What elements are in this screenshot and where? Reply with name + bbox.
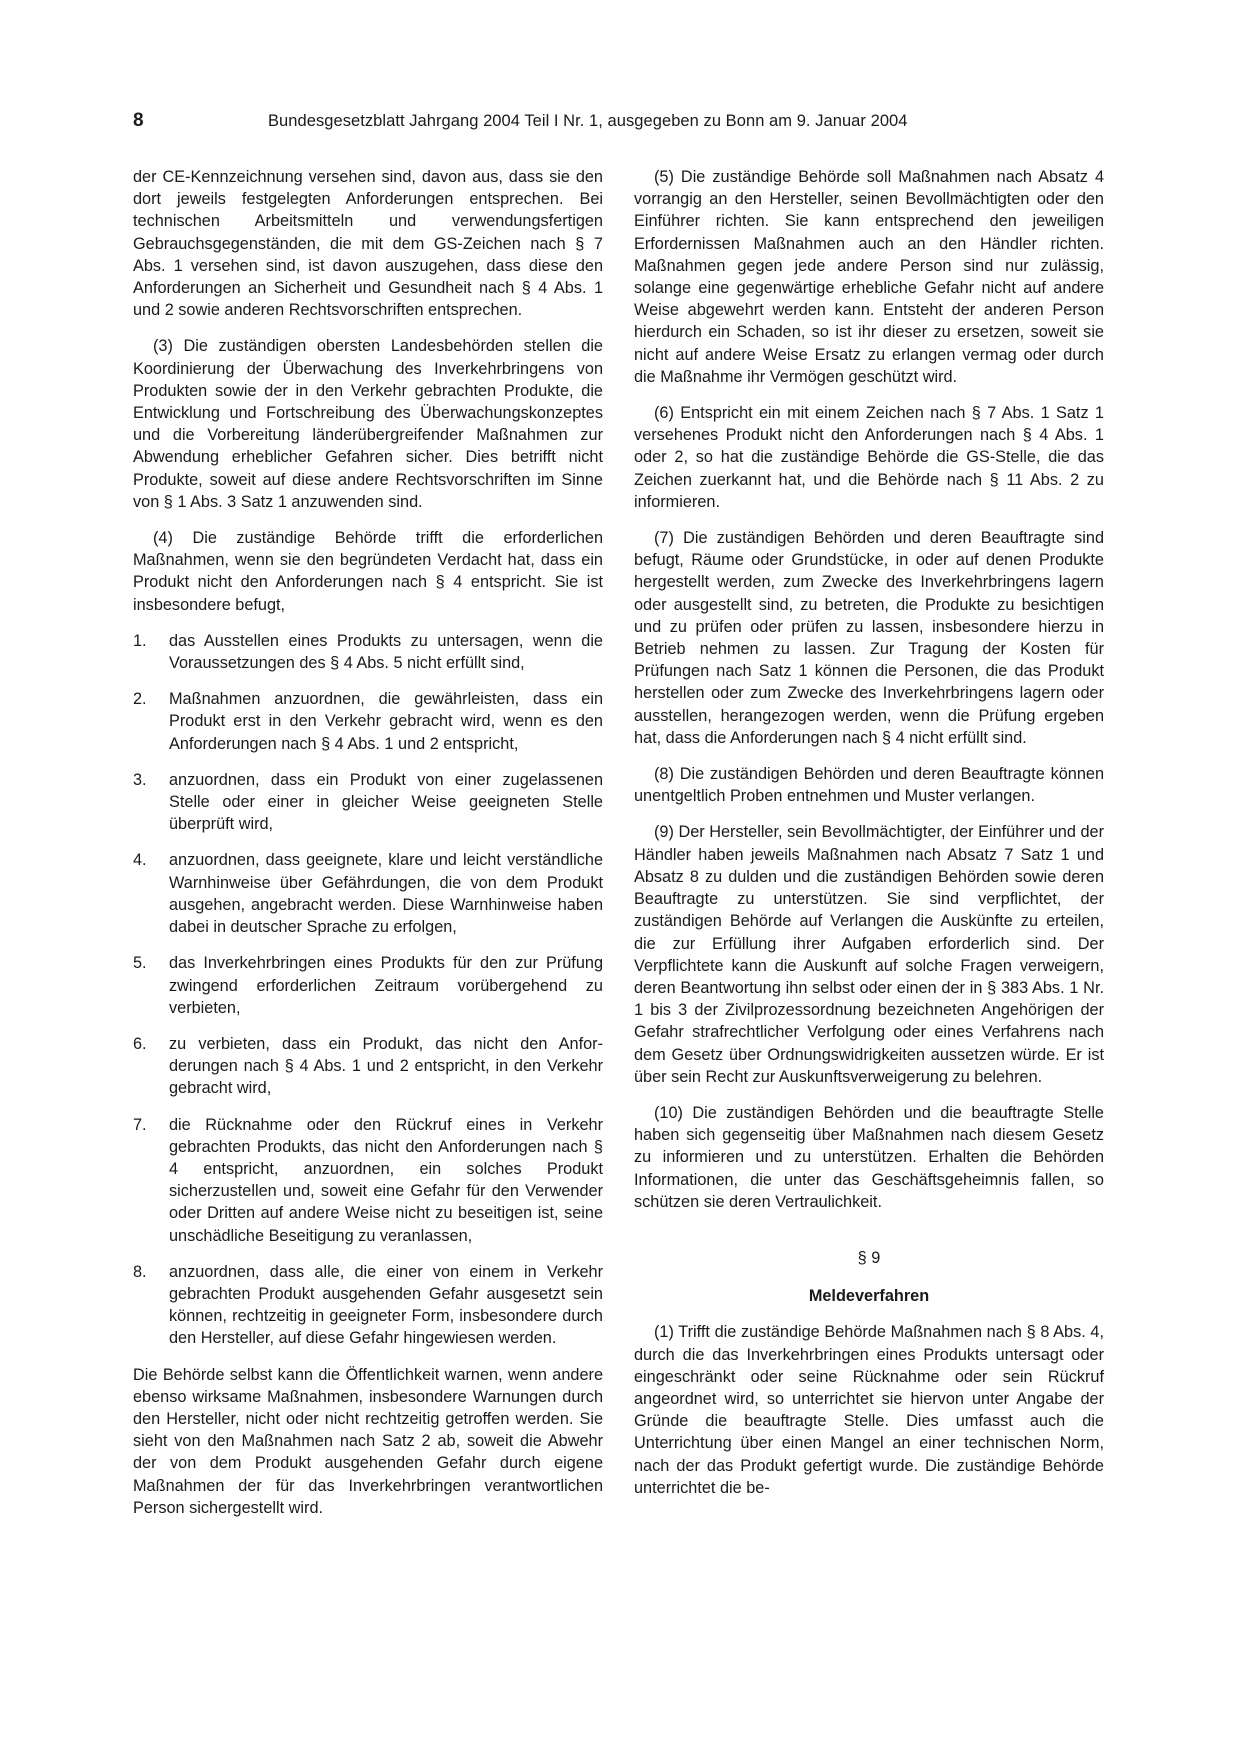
list-item bbox=[133, 769, 603, 836]
list-item-text: zu verbieten, dass ein Produkt, das nicht den Anforderungen nach § 4 Abs. 1 und 2 entspricht, in den Verkehr gebracht wird, bbox=[169, 1034, 603, 1098]
right-column bbox=[634, 166, 1104, 1513]
list-item-number: 6. bbox=[133, 1034, 147, 1053]
list-item-text: anzuordnen, dass ein Produkt von einer zugelassenen Stelle oder einer in gleicher Weise geeigneten Stelle überprüft wird, bbox=[169, 770, 603, 834]
list-item bbox=[133, 1114, 603, 1247]
left-column bbox=[133, 166, 603, 1533]
paragraph-7: (7) Die zuständigen Behörden und deren Beauftragte sind befugt, Räume oder Grundstücke, in oder auf denen Produkte hergestellt werden, zum Zwecke des Inverkehrbringens lagern oder ausgestellt sind, zu betreten, die Produkte zu besichtigen und zu prüfen oder prüfen zu lassen, insbesondere hierzu in Betrieb nehmen zu lassen. Zur Tragung der Kosten für Prüfungen nach Satz 1 können die Personen, die das Produkt herstellen oder zum Zwecke des Inverkehrbringens lagern oder ausstellen, herangezogen werden, wenn die Prüfung ergeben hat, dass die Anforderungen nach § 4 nicht erfüllt sind. bbox=[634, 529, 1104, 747]
paragraph-continued: der CE-Kennzeichnung versehen sind, davon aus, dass sie den dort jeweils festgelegten Anforderungen entsprechen. Bei technischen Arbeitsmitteln und verwendungsfertigen Gebrauchsgegenständen, die mit dem GS-Zeichen nach § 7 Abs. 1 versehen sind, ist davon auszugehen, dass diese den Anforderungen an Sicherheit und Gesundheit nach § 4 Abs. 1 und 2 sowie anderen Rechtsvorschriften entsprechen. bbox=[133, 168, 603, 320]
list-item-number: 7. bbox=[133, 1115, 147, 1134]
list-item bbox=[133, 630, 603, 674]
list-item bbox=[133, 952, 603, 1019]
paragraph-4: (4) Die zuständige Behörde trifft die erforderlichen Maßnahmen, wenn sie den begründeten Verdacht hat, dass ein Produkt nicht den Anforderungen nach § 4 entspricht. Sie ist insbesondere befugt, bbox=[133, 529, 603, 614]
list-item-number: 1. bbox=[133, 631, 147, 650]
paragraph-9: (9) Der Hersteller, sein Bevollmächtigter, der Einführer und der Händler haben jeweils Maßnahmen nach Absatz 7 Satz 1 und Absatz 8 zu dulden und die zuständigen Behörden sowie deren Beauftragte zu unterstützen. Sie sind verpflichtet, der zuständigen Behörde auf Verlangen die Auskünfte zu erteilen, die zur Erfüllung ihrer Aufgaben erforderlich sind. Der Verpflichtete kann die Auskunft auf solche Fragen verweigern, deren Beantwortung ihn selbst oder einen der in § 383 Abs. 1 Nr. 1 bis 3 der Zivilprozessordnung bezeichneten Angehörigen der Gefahr strafrechtlicher Verfolgung oder eines Verfahrens nach dem Gesetz über Ordnungswidrigkeiten aussetzen würde. Er ist über sein Recht zur Auskunftsverweigerung zu belehren. bbox=[634, 823, 1104, 1086]
paragraph-8: (8) Die zuständigen Behörden und deren Beauftragte können unentgeltlich Proben entnehmen und Muster verlangen. bbox=[634, 765, 1104, 806]
list-item-text: das Ausstellen eines Produkts zu untersagen, wenn die Voraussetzungen des § 4 Abs. 5 nicht erfüllt sind, bbox=[169, 631, 603, 673]
section-title: Meldeverfahren bbox=[808, 1287, 930, 1306]
section-9-paragraph-1: (1) Trifft die zuständige Behörde Maßnahmen nach § 8 Abs. 4, durch die das Inverkehrbringen eines Produkts untersagt oder eingeschränkt oder seine Rücknahme oder sein Rückruf angeordnet wird, so unterrichtet sie hiervon unter Angabe der Gründe die beauftragte Stelle. Dies umfasst auch die Unterrichtung über einen Mangel an einer technischen Norm, nach der das Produkt gefertigt wurde. Die zuständige Behörde unterrichtet die be- bbox=[634, 1323, 1104, 1497]
list-item-text: anzuordnen, dass geeignete, klare und leicht verständliche Warnhinweise über Gefährdungen, die von dem Produkt ausgehen, angebracht werden. Diese Warnhinweise haben dabei in deutscher Sprache zu erfolgen, bbox=[169, 851, 603, 937]
list-item bbox=[133, 1033, 603, 1100]
list-item-number: 2. bbox=[133, 690, 147, 709]
list-item-number: 3. bbox=[133, 770, 147, 789]
list-item-number: 8. bbox=[133, 1262, 147, 1281]
paragraph-6: (6) Entspricht ein mit einem Zeichen nach § 7 Abs. 1 Satz 1 versehenes Produkt nicht den Anforderungen nach § 4 Abs. 1 oder 2, so hat die zuständige Behörde die GS-Stelle, die das Zeichen zuerkannt hat, und die Behörde nach § 11 Abs. 2 zu informieren. bbox=[634, 404, 1104, 511]
list-item-text: Maßnahmen anzuordnen, die gewährleisten, dass ein Produkt erst in den Verkehr gebracht wird, wenn es den Anforderungen nach § 4 Abs. 1 und 2 entspricht, bbox=[169, 690, 603, 753]
list-item-text: die Rücknahme oder den Rückruf eines in Verkehr gebrachten Produkts, das nicht den Anforderungen nach § 4 entspricht, anzuordnen, ein solches Produkt sicherzustellen und, soweit eine Gefahr für den Verwender oder Dritten auf andere Weise nicht zu beseitigen ist, seine unschädliche Beseitigung zu veranlassen, bbox=[169, 1115, 603, 1245]
list-item-text: anzuordnen, dass alle, die einer von einem in Verkehr gebrachten Produkt ausgehenden Gefahr ausgesetzt sein können, rechtzeitig in geeigneter Form, insbesondere durch den Hersteller, auf diese Gefahr hingewiesen werden. bbox=[169, 1262, 603, 1348]
list-item bbox=[133, 1261, 603, 1350]
paragraph-public-warning: Die Behörde selbst kann die Öffentlichkeit warnen, wenn andere ebenso wirksame Maßnahmen, insbesondere Warnungen durch den Hersteller, nicht oder nicht rechtzeitig getroffen werden. Sie sieht von den Maßnahmen nach Satz 2 ab, soweit die Abwehr der von dem Produkt ausgehenden Gefahr durch eigene Maßnahmen der für das Inverkehrbringen verantwortlichen Person sichergestellt wird. bbox=[133, 1365, 603, 1517]
page-number: 8 bbox=[133, 110, 144, 131]
paragraph-10: (10) Die zuständigen Behörden und die beauftragte Stelle haben sich gegenseitig über Maßnahmen nach diesem Gesetz zu informieren und zu unterstützen. Erhalten die Behörden Informationen, die unter das Geschäftsgeheimnis fallen, so schützen sie deren Vertraulichkeit. bbox=[634, 1103, 1104, 1211]
list-item-number: 5. bbox=[133, 954, 147, 973]
list-item bbox=[133, 688, 603, 755]
paragraph-5: (5) Die zuständige Behörde soll Maßnahmen nach Absatz 4 vorrangig an den Hersteller, seinen Bevollmächtigten oder den Einführer richten. Sie kann entsprechend den jeweiligen Erfordernissen Maßnahmen auch an den Händler richten. Maßnahmen gegen jede andere Person sind nur zulässig, solange eine gegenwärtige erhebliche Gefahr nicht auf andere Weise abgewehrt werden kann. Entsteht der anderen Person hierdurch ein Schaden, so ist ihr dieser zu ersetzen, soweit sie nicht auf andere Weise Ersatz zu erlangen vermag oder durch die Maßnahme ihr Vermögen geschützt wird. bbox=[634, 168, 1104, 386]
list-item-number: 4. bbox=[133, 851, 147, 870]
list-item bbox=[133, 849, 603, 938]
running-head: Bundesgesetzblatt Jahrgang 2004 Teil I Nr. 1, ausgegeben zu Bonn am 9. Januar 2004 bbox=[268, 112, 908, 130]
paragraph-3: (3) Die zuständigen obersten Landesbehörden stellen die Koordinierung der Überwachung des Inverkehrbringens von Produkten sowie der in den Verkehr gebrachten Produkte, die Entwicklung und Fortschreibung des Überwachungskonzeptes und die Vorbereitung länderübergreifender Maßnahmen zur Abwendung erheblicher Gefahren sicher. Dies betrifft nicht Produkte, soweit auf diese andere Rechtsvorschriften im Sinne von § 1 Abs. 3 Satz 1 anzuwenden sind. bbox=[133, 337, 603, 511]
powers-list bbox=[133, 630, 603, 1350]
section-number: § 9 bbox=[857, 1248, 881, 1267]
list-item-text: das Inverkehrbringen eines Produkts für den zur Prüfung zwingend erforderlichen Zeitraum vorübergehend zu verbieten, bbox=[169, 954, 603, 1017]
